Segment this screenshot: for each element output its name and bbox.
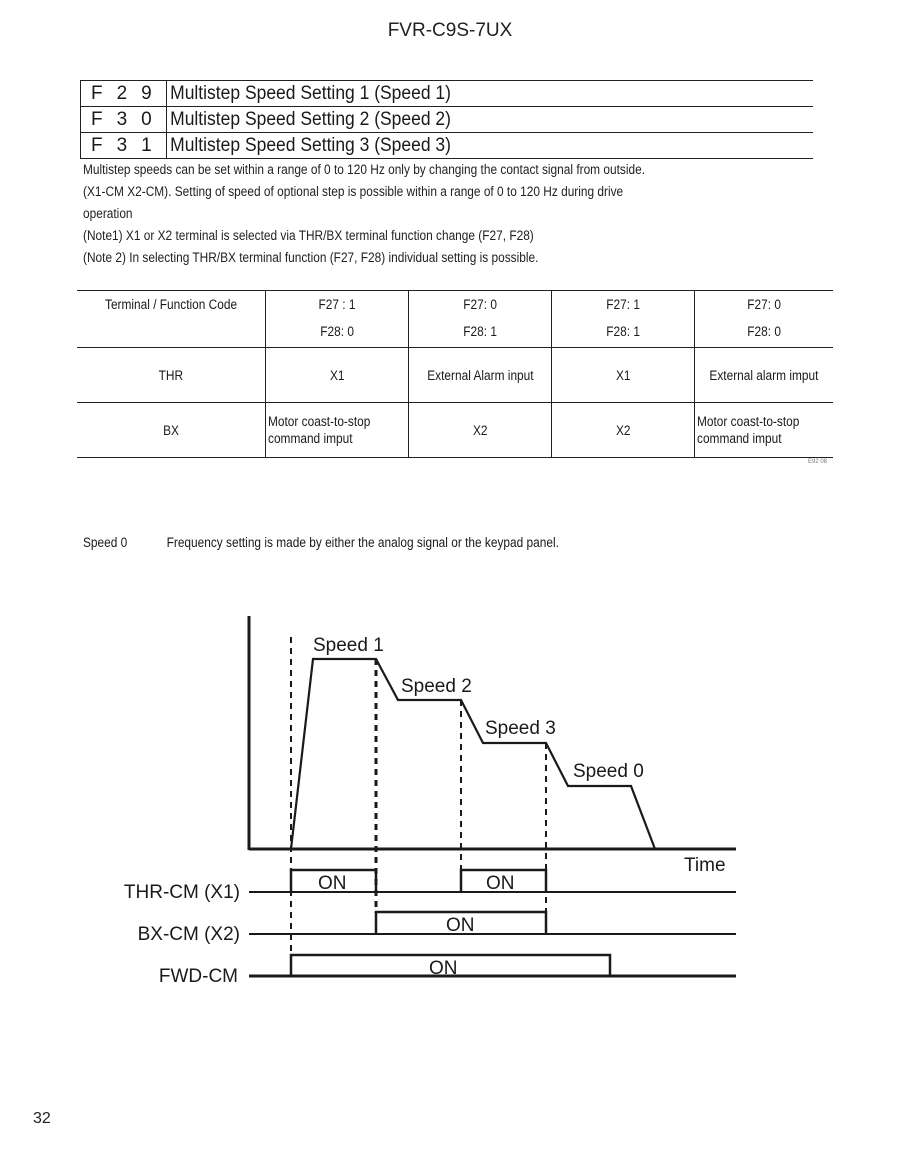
speed-profile-line	[291, 659, 655, 849]
table-cell: X2	[552, 403, 695, 458]
thr-signal-label: THR-CM (X1)	[123, 882, 240, 903]
function-code: F29	[81, 81, 167, 107]
header-col: F27: 0 F28: 0	[695, 291, 834, 348]
table-cell: X1	[552, 348, 695, 403]
page-number: 32	[33, 1110, 51, 1127]
note-2: (Note 2) In selecting THR/BX terminal function (F27, F28) individual setting is possible.	[83, 250, 539, 265]
function-code: F30	[81, 107, 167, 133]
function-name: Multistep Speed Setting 3 (Speed 3)	[170, 134, 452, 156]
header-label: Terminal / Function Code	[104, 297, 238, 312]
table-cell: External alarm imput	[695, 348, 834, 403]
fwd-signal-label: FWD-CM	[158, 966, 238, 987]
on-label: ON	[486, 873, 515, 894]
table-cell: X2	[409, 403, 552, 458]
note-1: (Note1) X1 or X2 terminal is selected via THR/BX terminal function change (F27, F28)	[83, 228, 534, 243]
bx-signal-label: BX-CM (X2)	[137, 924, 240, 945]
table-cell: Motor coast-to-stop command imput	[266, 403, 409, 458]
function-code: F31	[81, 133, 167, 159]
description-line: operation	[83, 206, 133, 221]
on-label: ON	[429, 958, 458, 979]
speed1-label: Speed 1	[313, 635, 384, 656]
speed0-text: Frequency setting is made by either the analog signal or the keypad panel.	[166, 535, 559, 550]
speed0-label: Speed 0	[83, 535, 128, 550]
table-cell: External Alarm input	[409, 348, 552, 403]
header-col: F27 : 1 F28: 0	[266, 291, 409, 348]
table-cell: X1	[266, 348, 409, 403]
figure-reference-code: E92 08	[808, 459, 828, 465]
speed2-label: Speed 2	[401, 676, 472, 697]
time-axis-label: Time	[684, 855, 726, 876]
description-line: Multistep speeds can be set within a range of 0 to 120 Hz only by changing the contact signal from outside.	[83, 162, 646, 177]
on-label: ON	[318, 873, 347, 894]
function-name: Multistep Speed Setting 2 (Speed 2)	[170, 108, 452, 130]
on-label: ON	[446, 915, 475, 936]
terminal-name: THR	[158, 367, 184, 383]
header-col: F27: 0 F28: 1	[409, 291, 552, 348]
table-cell: Motor coast-to-stop command imput	[695, 403, 834, 458]
document-title: FVR-C9S-7UX	[387, 20, 513, 41]
speed0-label: Speed 0	[573, 761, 644, 782]
function-name: Multistep Speed Setting 1 (Speed 1)	[170, 82, 452, 104]
speed3-label: Speed 3	[485, 718, 556, 739]
description-line: (X1-CM X2-CM). Setting of speed of optional step is possible within a range of 0 to 120 Hz during drive	[83, 184, 624, 199]
terminal-name: BX	[163, 422, 179, 438]
header-col: F27: 1 F28: 1	[552, 291, 695, 348]
